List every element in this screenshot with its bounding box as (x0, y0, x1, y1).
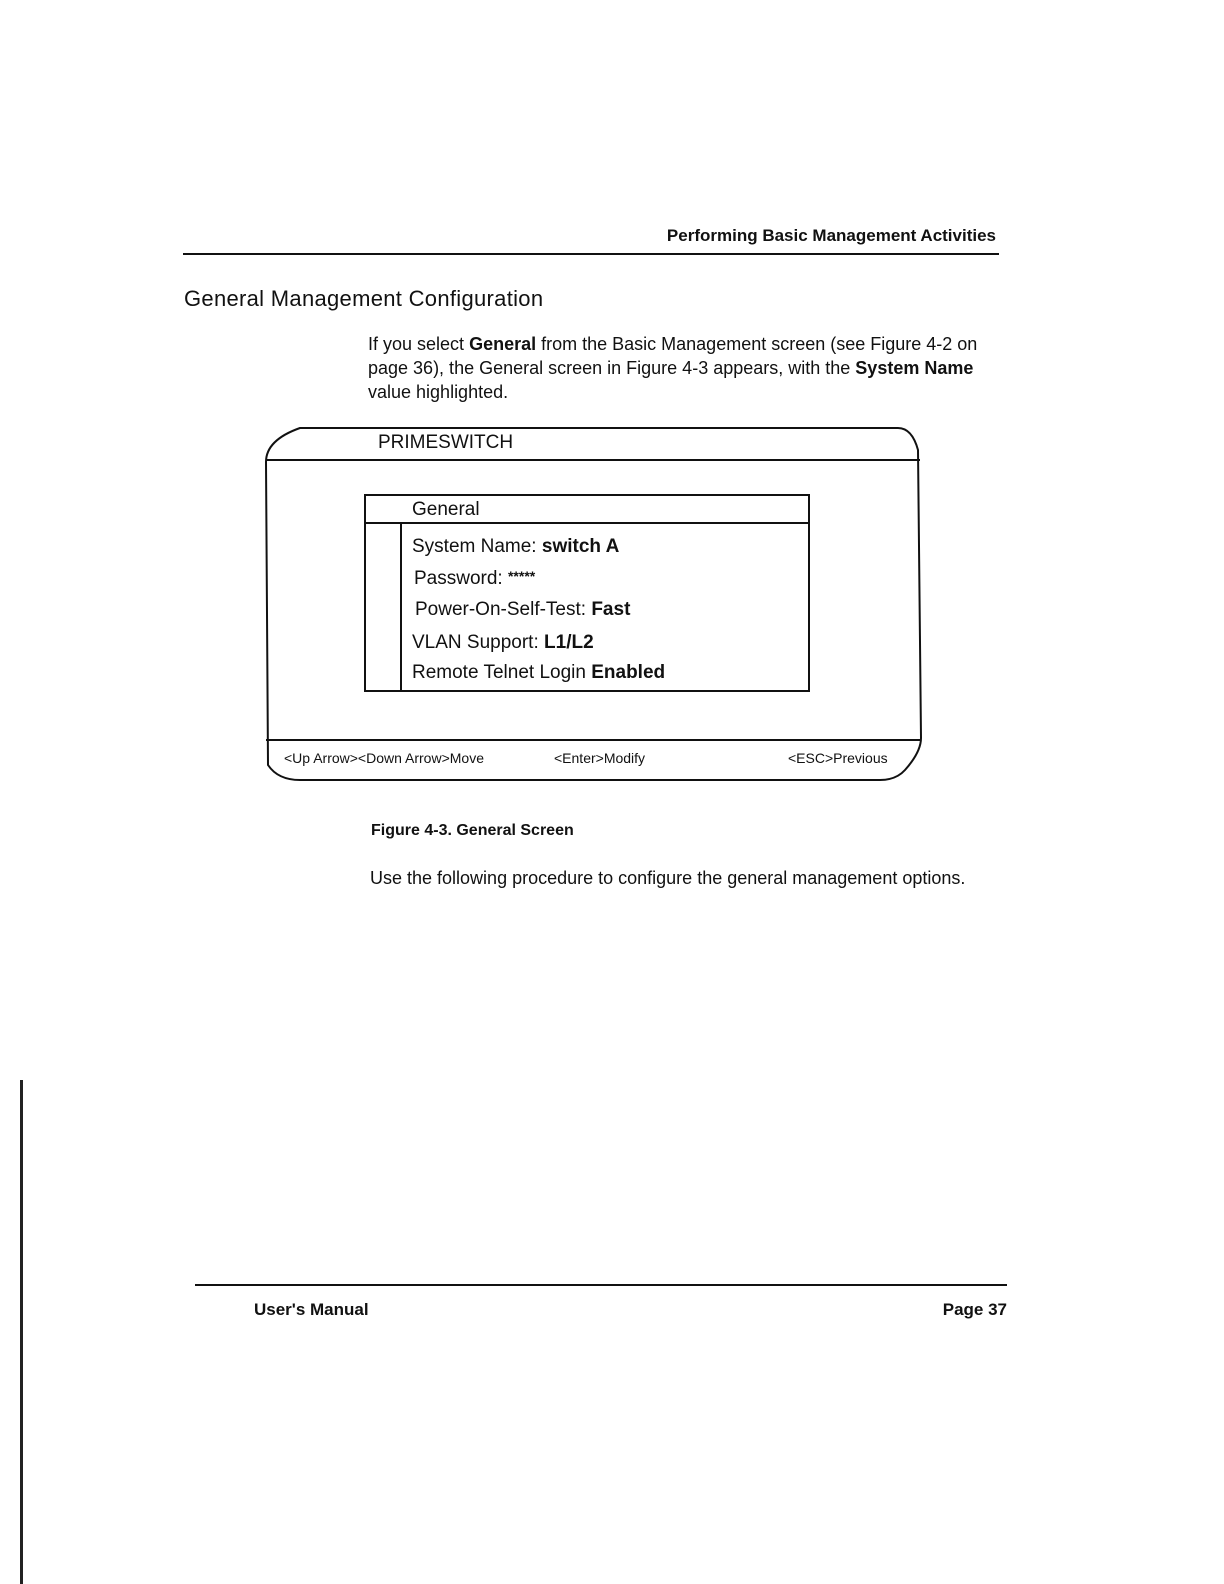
figure-caption: Figure 4-3. General Screen (371, 822, 574, 839)
key-hint-previous: <ESC>Previous (788, 750, 888, 766)
field-system-name[interactable] (412, 536, 619, 558)
field-label: Remote Telnet Login (412, 662, 592, 683)
field-value: Enabled (591, 662, 666, 683)
intro-bold-system-name: System Name (855, 358, 974, 378)
footer-manual-name: User's Manual (254, 1300, 369, 1319)
running-header: Performing Basic Management Activities (666, 226, 996, 245)
field-vlan-support[interactable] (412, 632, 594, 654)
scan-edge-mark (20, 1080, 23, 1584)
field-value: L1/L2 (544, 632, 594, 653)
field-label: System Name: (412, 536, 542, 557)
footer-rule (195, 1284, 1007, 1286)
screen-title: PRIMESWITCH (378, 432, 514, 453)
field-value: ***** (507, 568, 536, 584)
field-power-on-self-test[interactable] (415, 599, 630, 621)
menu-title: General (412, 499, 480, 520)
field-remote-telnet-login[interactable] (412, 662, 665, 684)
intro-text-3: value highlighted. (368, 382, 509, 402)
field-label: VLAN Support: (412, 632, 545, 653)
procedure-paragraph: Use the following procedure to configure the general management options. (370, 868, 966, 888)
footer-page-number: Page 37 (942, 1300, 1007, 1319)
intro-text-2: from the Basic Management screen (see Figure 4-2 on page 36), the General screen in Figure 4-3 appears, with the (368, 334, 978, 378)
field-label: Password: (414, 568, 508, 589)
field-label: Power-On-Self-Test: (415, 599, 592, 620)
key-hint-move: <Up Arrow><Down Arrow>Move (284, 750, 484, 766)
field-value: switch A (541, 536, 620, 557)
field-value: Fast (591, 599, 631, 620)
intro-text-1: If you select (368, 334, 470, 354)
key-hint-modify: <Enter>Modify (554, 750, 646, 766)
section-heading: General Management Configuration (184, 286, 544, 311)
field-password[interactable] (414, 568, 535, 590)
intro-bold-general: General (469, 334, 537, 354)
